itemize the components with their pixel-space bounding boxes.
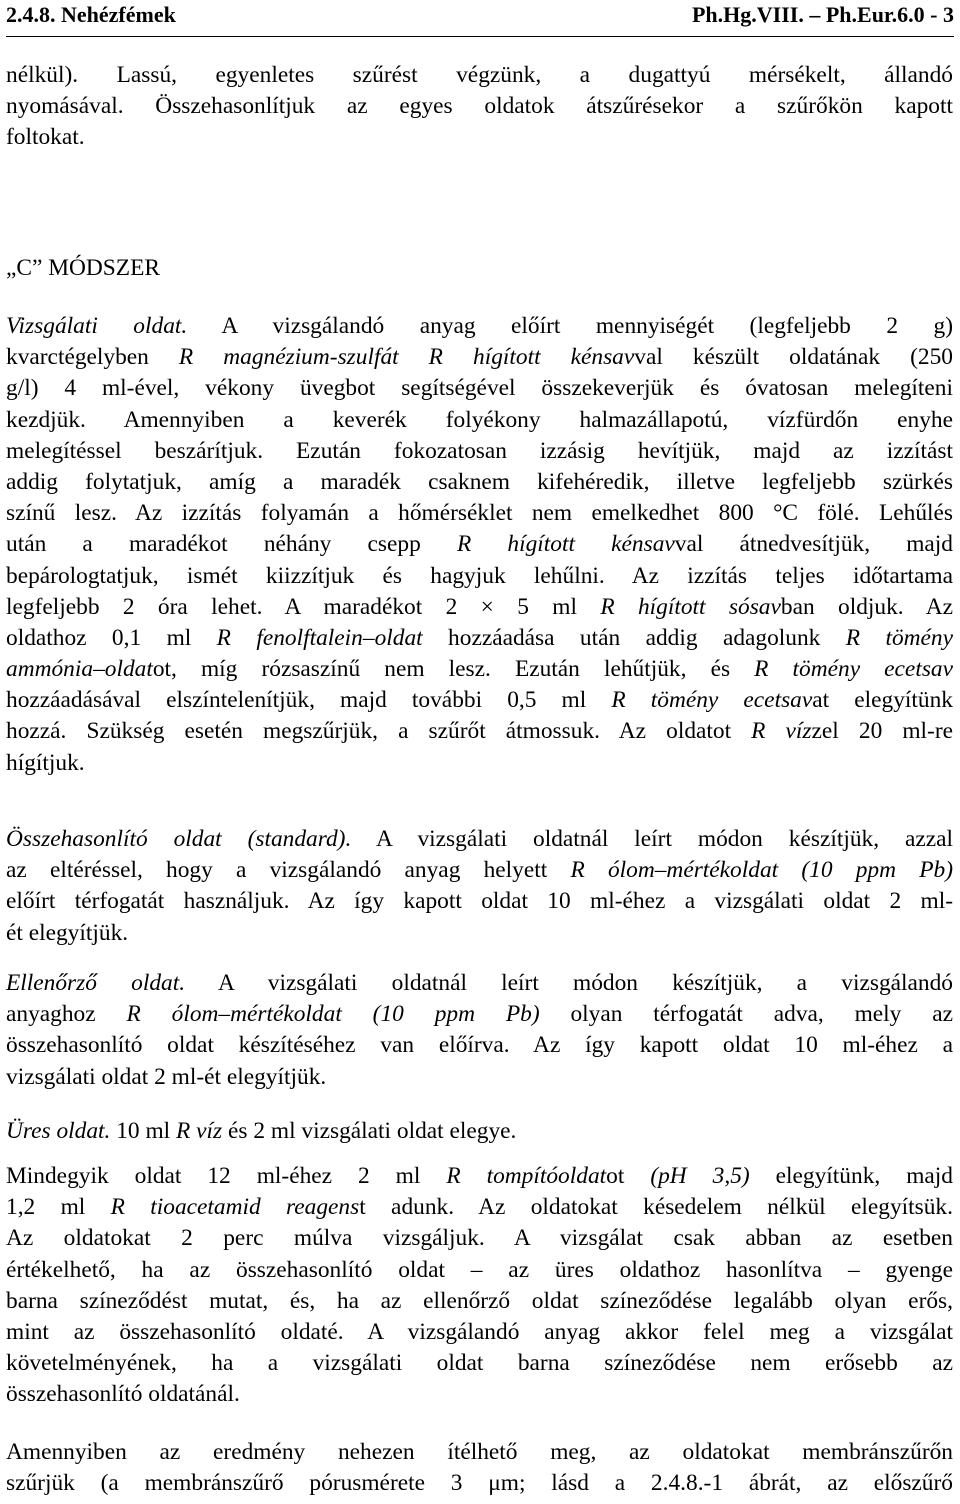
standard-solution-label: Összehasonlító oldat (standard).: [6, 826, 352, 852]
text-line: addig folytatjuk, amíg a maradék csaknem kifehéredik, illetve legfeljebb szürkés: [6, 468, 953, 495]
reagent-name: R fenolftalein–oldat: [216, 624, 423, 651]
text-line: bepárologtatjuk, ismét kiizzítjuk és hagyjuk lehűlni. Az izzítás teljes időtartama: [6, 562, 953, 589]
reagent-name: R hígított kénsav: [456, 531, 675, 558]
text-line: összehasonlító oldat készítéséhez van előírva. Az így kapott oldat 10 ml-éhez a: [6, 1032, 953, 1059]
paragraph-membrane-filter: [6, 1437, 953, 1499]
text-run: A vizsgálati oldatnál leírt módon készítjük, azzal: [351, 826, 954, 852]
text-run: t adunk. Az oldatokat késedelem nélkül elegyítsük.: [359, 1194, 953, 1221]
text-line: hígítjuk.: [6, 749, 85, 776]
text-line: értékelhető, ha az összehasonlító oldat – az üres oldathoz hasonlítva – gyenge: [6, 1256, 953, 1283]
text-run: val készült oldatának (250: [634, 344, 953, 371]
method-heading: [6, 253, 953, 284]
reagent-name: R tömény ecetsav: [611, 687, 813, 714]
reagent-name: ammónia–oldat: [6, 656, 153, 683]
reagent-name: R víz: [751, 718, 812, 745]
method-title: „C” MÓDSZER: [6, 255, 160, 281]
paragraph-control-solution: [6, 968, 953, 1093]
reagent-name: R tompítóoldat: [446, 1163, 607, 1189]
text-line: mint az összehasonlító oldaté. A vizsgálandó anyag akkor felel meg a vizsgálat: [6, 1318, 953, 1345]
text-line: nélkül). Lassú, egyenletes szűrést végzünk, a dugattyú mérsékelt, állandó: [6, 62, 953, 88]
paragraph-filtration: [6, 60, 953, 154]
text-line: ét elegyítjük.: [6, 919, 129, 946]
text-line: Amennyiben az eredmény nehezen ítélhető meg, az oldatokat membránszűrőn: [6, 1439, 953, 1465]
text-run: és 2 ml vizsgálati oldat elegye.: [222, 1118, 517, 1144]
reagent-name: R ólom–mértékoldat (10 ppm Pb): [570, 857, 953, 884]
reagent-name: R tömény: [845, 624, 953, 651]
reagent-name: R tömény ecetsav: [754, 656, 953, 683]
text-line: kezdjük. Amennyiben a keverék folyékony halmazállapotú, vízfürdőn enyhe: [6, 406, 953, 433]
text-line: foltokat.: [6, 124, 85, 151]
text-run: hozzá. Szükség esetén megszűrjük, a szűrőt átmossuk. Az oldatot: [6, 718, 752, 745]
reagent-name: R hígított sósav: [600, 593, 781, 620]
text-run: legfeljebb 2 óra lehet. A maradékot 2 × 5 ml: [6, 593, 601, 620]
test-solution-label: Vizsgálati oldat.: [6, 313, 188, 339]
text-line: előírt térfogatát használjuk. Az így kapott oldat 10 ml-éhez a vizsgálati oldat 2 ml-: [6, 888, 953, 915]
text-run: at elegyítünk: [812, 687, 953, 714]
text-run: anyaghoz: [6, 1001, 127, 1028]
text-line: követelményének, ha a vizsgálati oldat barna színeződése nem erősebb az: [6, 1350, 953, 1377]
text-run: Mindegyik oldat 12 ml-éhez 2 ml: [6, 1163, 447, 1189]
ph-value: (pH 3,5): [650, 1163, 750, 1189]
text-run: ot, míg rózsaszínű nem lesz. Ezután lehűtjük, és: [152, 656, 755, 683]
text-line: szűrjük (a membránszűrő pórusmérete 3 μm; lásd a 2.4.8.-1 ábrát, az előszűrő: [6, 1470, 953, 1497]
header-rule: [6, 36, 954, 37]
reagent-name: R ólom–mértékoldat (10 ppm Pb): [126, 1001, 540, 1028]
text-line: színű lesz. Az izzítás folyamán a hőmérséklet nem emelkedhet 800 °C fölé. Lehűlés: [6, 500, 953, 527]
text-run: hozzáadása után addig adagolunk: [422, 624, 846, 651]
text-run: A vizsgálati oldatnál leírt módon készítjük, a vizsgálandó: [185, 970, 953, 996]
text-run: oldathoz 0,1 ml: [6, 624, 217, 651]
paragraph-procedure: [6, 1161, 953, 1411]
page-header: [6, 0, 954, 30]
text-run: ot: [606, 1163, 651, 1189]
text-run: zel 20 ml-re: [811, 718, 953, 745]
blank-solution-label: Üres oldat.: [6, 1118, 111, 1144]
text-line: g/l) 4 ml-ével, vékony üvegbot segítségével összekeverjük és óvatosan melegíteni: [6, 375, 953, 402]
paragraph-standard-solution: [6, 824, 953, 949]
text-run: az eltéréssel, hogy a vizsgálandó anyag helyett: [6, 857, 571, 884]
text-run: elegyítünk, majd: [749, 1163, 953, 1189]
text-run: 1,2 ml: [6, 1194, 111, 1221]
text-run: után a maradékot néhány csepp: [6, 531, 457, 558]
text-run: olyan térfogatát adva, mely az: [539, 1001, 953, 1028]
text-line: összehasonlító oldatánál.: [6, 1381, 240, 1408]
text-run: A vizsgálandó anyag előírt mennyiségét (legfeljebb 2 g): [187, 313, 953, 339]
text-line: nyomásával. Összehasonlítjuk az egyes oldatok átszűrésekor a szűrőkön kapott: [6, 93, 953, 120]
text-line: vizsgálati oldat 2 ml-ét elegyítjük.: [6, 1063, 327, 1090]
section-title: 2.4.8. Nehézfémek: [6, 2, 176, 27]
text-run: val átnedvesítjük, majd: [674, 531, 954, 558]
text-run: hozzáadásával elszíntelenítjük, majd további 0,5 ml: [6, 687, 612, 714]
text-line: Az oldatokat 2 perc múlva vizsgáljuk. A vizsgálat csak abban az esetben: [6, 1225, 953, 1252]
pharmacopoeia-reference: Ph.Hg.VIII. – Ph.Eur.6.0 - 3: [691, 2, 954, 27]
text-line: melegítéssel beszárítjuk. Ezután fokozatosan izzásig hevítjük, majd az izzítást: [6, 437, 953, 464]
paragraph-test-solution: [6, 311, 953, 779]
control-solution-label: Ellenőrző oldat.: [6, 970, 186, 996]
text-line: barna színeződést mutat, és, ha az ellenőrző oldat színeződése legalább olyan erős,: [6, 1287, 953, 1314]
reagent-name: R víz: [176, 1118, 223, 1144]
reagent-name: R magnézium-szulfát R hígított kénsav: [178, 344, 635, 371]
reagent-name: R tioacetamid reagens: [110, 1194, 360, 1221]
text-run: kvarctégelyben: [6, 344, 179, 371]
text-run: ban oldjuk. Az: [780, 593, 953, 620]
paragraph-blank-solution: [6, 1116, 953, 1147]
text-run: 10 ml: [110, 1118, 177, 1144]
